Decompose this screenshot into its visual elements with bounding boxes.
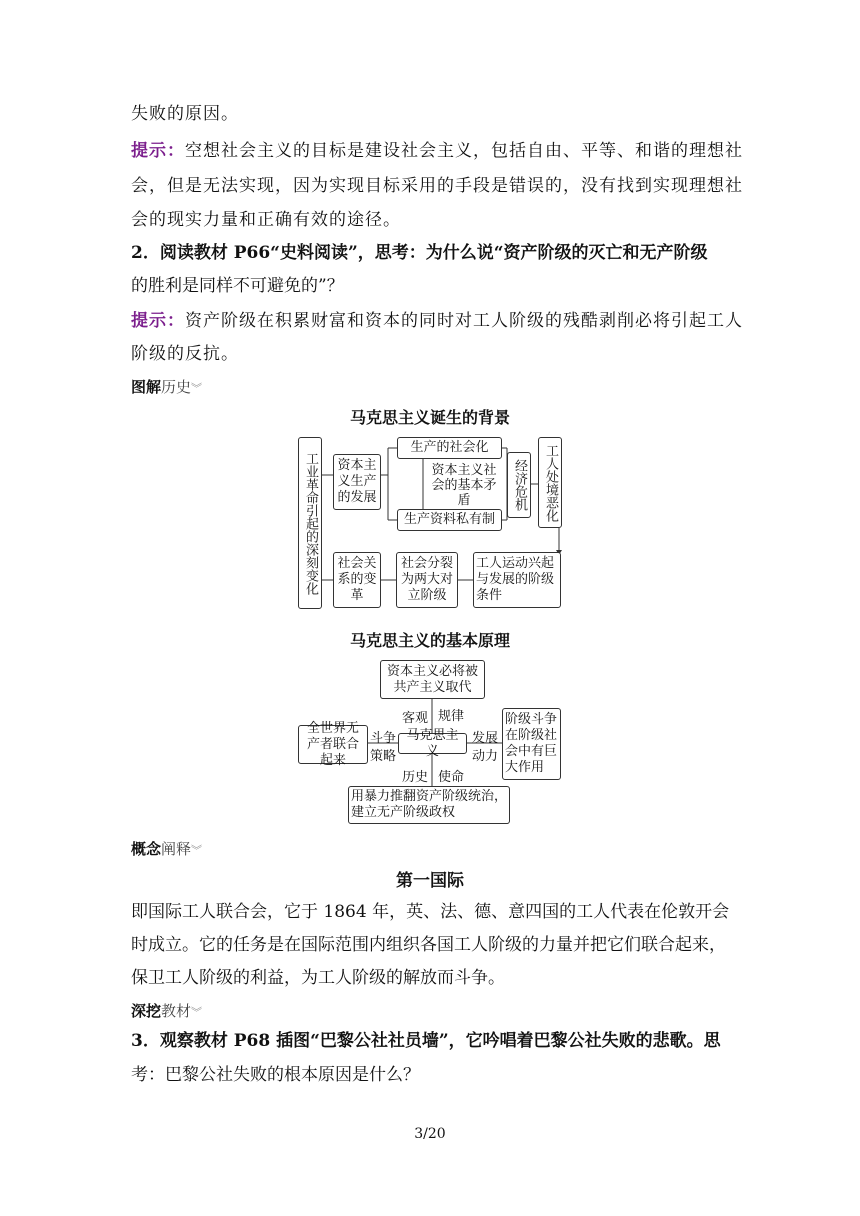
- question-line: 考：巴黎公社失败的根本原因是什么？: [131, 1065, 420, 1085]
- power-label: 动力: [472, 749, 499, 764]
- economic-crisis-box: 经济危机: [507, 452, 531, 518]
- diagram-title: 马克思主义的基本原理: [349, 631, 510, 650]
- hint-label: 提示：: [131, 311, 185, 331]
- concept-line: 保卫工人阶级的利益，为工人阶级的解放而斗争。: [131, 968, 505, 988]
- tag-weak: 历史: [161, 378, 192, 396]
- tag-weak: 阐释: [161, 840, 192, 858]
- workers-situation-box: 工人处境恶化: [538, 437, 562, 528]
- question-line: 的胜利是同样不可避免的”？: [131, 276, 344, 296]
- chevron-down-icon: ︾: [191, 382, 203, 395]
- concept-title: 第一国际: [396, 871, 464, 891]
- objective-label: 客观: [402, 711, 429, 726]
- class-split-box: 社会分裂为两大对立阶级: [396, 552, 458, 608]
- question-text: 2．阅读教材 P66“史料阅读”，思考：为什么说“资产阶级的灭亡和无产阶级: [131, 243, 708, 263]
- class-struggle-box: 阶级斗争在阶级社会中有巨大作用: [502, 708, 561, 780]
- capitalism-development-box: 资本主义生产的发展: [333, 454, 381, 510]
- history-label: 历史: [402, 770, 429, 785]
- question-line: 3．观察教材 P68 插图“巴黎公社社员墙”，它吟唱着巴黎公社失败的悲歌。思: [131, 1031, 721, 1051]
- tag-strong: 深挖: [131, 1002, 162, 1020]
- tag-strong: 图解: [131, 378, 162, 396]
- struggle-label: 斗争: [370, 731, 397, 746]
- hint-line: 阶级的反抗。: [131, 344, 239, 364]
- mission-label: 使命: [438, 770, 465, 785]
- hint-line: 会，但是无法实现，因为实现目标采用的手段是错误的，没有找到实现理想社: [131, 176, 743, 196]
- diagram-title: 马克思主义诞生的背景: [349, 408, 510, 427]
- concept-line: 即国际工人联合会，它于 1864 年，英、法、德、意四国的工人代表在伦敦开会: [131, 902, 730, 922]
- law-label: 规律: [438, 709, 465, 724]
- chevron-down-icon: ︾: [191, 1006, 203, 1019]
- hint-line: 会的现实力量和正确有效的途径。: [131, 210, 401, 230]
- hint-label: 提示：: [131, 141, 185, 161]
- social-relations-box: 社会关系的变革: [333, 552, 381, 608]
- workers-movement-box: 工人运动兴起与发展的阶级条件: [473, 552, 561, 608]
- hint-text: 资产阶级在积累财富和资本的同时对工人阶级的残酷剥削必将引起工人: [185, 311, 743, 331]
- workers-unite-box: 全世界无产者联合起来: [298, 725, 368, 764]
- section-tag-shenwa: [131, 1000, 202, 1021]
- development-label: 发展: [472, 731, 499, 746]
- tag-strong: 概念: [131, 840, 162, 858]
- section-tag-gainian: [131, 838, 202, 859]
- marxism-center-box: 马克思主义: [398, 733, 467, 754]
- text-line: 失败的原因。: [131, 104, 239, 124]
- private-ownership-box: 生产资料私有制: [397, 509, 502, 531]
- hint-text: 空想社会主义的目标是建设社会主义，包括自由、平等、和谐的理想社: [185, 141, 743, 161]
- concept-line: 时成立。它的任务是在国际范围内组织各国工人阶级的力量并把它们联合起来，: [131, 935, 726, 955]
- socialization-box: 生产的社会化: [397, 437, 502, 459]
- contradiction-label: 资本主义社会的基本矛盾: [431, 463, 497, 508]
- industrial-revolution-box: 工业革命引起的深刻变化: [298, 437, 322, 609]
- page-number: 3/20: [414, 1126, 446, 1142]
- strategy-label: 策略: [370, 749, 397, 764]
- chevron-down-icon: ︾: [191, 844, 203, 857]
- communism-box: 资本主义必将被共产主义取代: [380, 660, 485, 699]
- tag-weak: 教材: [161, 1002, 192, 1020]
- proletariat-regime-box: 用暴力推翻资产阶级统治，建立无产阶级政权: [348, 786, 510, 824]
